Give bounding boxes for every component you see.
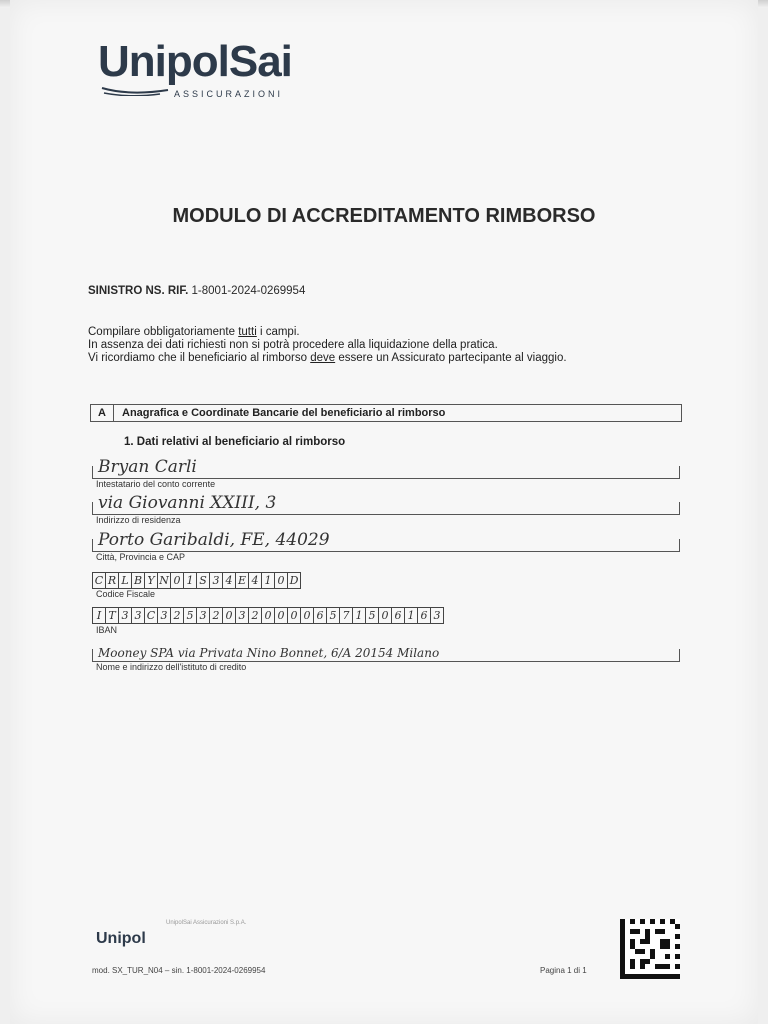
iban-char-box: 0	[222, 607, 235, 624]
tax-code-char-box: N	[157, 572, 170, 589]
section-a-header	[90, 404, 682, 422]
iban-char-box: 0	[274, 607, 287, 624]
document-title: MODULO DI ACCREDITAMENTO RIMBORSO	[172, 205, 596, 227]
tax-code-label: Codice Fiscale	[96, 589, 156, 599]
tax-code-boxes[interactable]	[92, 572, 301, 589]
tax-code-char-box: C	[92, 572, 105, 589]
account-holder-label: Intestatario del conto corrente	[96, 479, 216, 489]
iban-char-box: 1	[352, 607, 365, 624]
iban-char-box: C	[144, 607, 157, 624]
iban-char-box: 6	[417, 607, 430, 624]
company-logo	[98, 37, 292, 99]
iban-char-box: 3	[196, 607, 209, 624]
iban-char-box: 3	[118, 607, 131, 624]
footer-logo: Unipol	[96, 930, 146, 947]
iban-char-box: 0	[287, 607, 300, 624]
iban-char-box: 3	[157, 607, 170, 624]
iban-char-box: 0	[378, 607, 391, 624]
iban-char-box: 6	[313, 607, 326, 624]
iban-char-box: I	[92, 607, 105, 624]
subsection-heading: 1. Dati relativi al beneficiario al rimborso	[124, 436, 346, 448]
city-value: Porto Garibaldi, FE, 44029	[98, 530, 330, 550]
section-letter: A	[91, 405, 114, 421]
instructions	[88, 326, 567, 365]
logo-swoosh-icon	[100, 82, 170, 96]
tax-code-char-box: 1	[261, 572, 274, 589]
bank-field[interactable]	[92, 641, 680, 662]
city-field[interactable]	[92, 531, 680, 552]
iban-char-box: 3	[131, 607, 144, 624]
footer-page-number: Pagina 1 di 1	[540, 966, 587, 975]
iban-char-box: 2	[248, 607, 261, 624]
claim-reference	[88, 285, 305, 297]
footer	[92, 920, 686, 990]
address-label: Indirizzo di residenza	[96, 515, 181, 525]
iban-char-box: 5	[326, 607, 339, 624]
tax-code-char-box: 1	[183, 572, 196, 589]
tax-code-char-box: Y	[144, 572, 157, 589]
tax-code-char-box: 0	[274, 572, 287, 589]
iban-boxes[interactable]	[92, 607, 444, 624]
instruction-text: In assenza dei dati richiesti non si potrà procedere alla liquidazione della pratica.	[88, 339, 498, 351]
datamatrix-code-icon	[620, 918, 680, 980]
iban-char-box: 0	[300, 607, 313, 624]
tax-code-char-box: 4	[248, 572, 261, 589]
tax-code-char-box: 3	[209, 572, 222, 589]
instruction-text: essere un Assicurato partecipante al viaggio.	[335, 352, 567, 364]
instruction-emphasis: tutti	[238, 326, 257, 338]
tax-code-char-box: B	[131, 572, 144, 589]
account-holder-field[interactable]	[92, 458, 680, 479]
tax-code-char-box: R	[105, 572, 118, 589]
footer-module-code: mod. SX_TUR_N04 – sin. 1-8001-2024-0269954	[92, 966, 266, 975]
instruction-emphasis: deve	[310, 352, 336, 364]
iban-char-box: 2	[209, 607, 222, 624]
iban-label: IBAN	[96, 625, 118, 635]
iban-char-box: 5	[183, 607, 196, 624]
iban-char-box: 3	[235, 607, 248, 624]
city-label: Città, Provincia e CAP	[96, 552, 186, 562]
tax-code-char-box: 0	[170, 572, 183, 589]
address-value: via Giovanni XXIII, 3	[98, 493, 277, 513]
iban-char-box: 6	[391, 607, 404, 624]
tax-code-char-box: S	[196, 572, 209, 589]
claim-label: SINISTRO NS. RIF.	[88, 285, 189, 297]
iban-char-box: 7	[339, 607, 352, 624]
claim-number: 1-8001-2024-0269954	[191, 285, 306, 297]
section-title: Anagrafica e Coordinate Bancarie del beneficiario al rimborso	[122, 407, 446, 419]
tax-code-char-box: E	[235, 572, 248, 589]
tax-code-char-box: L	[118, 572, 131, 589]
bank-value: Mooney SPA via Privata Nino Bonnet, 6/A 20154 Milano	[98, 646, 440, 660]
logo-subtitle: ASSICURAZIONI	[174, 89, 284, 99]
logo-text: UnipolSai	[98, 37, 292, 86]
footer-company: UnipolSai Assicurazioni S.p.A.	[166, 920, 247, 926]
iban-char-box: 3	[430, 607, 444, 624]
tax-code-char-box: D	[287, 572, 301, 589]
iban-char-box: 0	[261, 607, 274, 624]
iban-char-box: T	[105, 607, 118, 624]
instruction-text: Vi ricordiamo che il beneficiario al rimborso	[88, 352, 311, 364]
account-holder-value: Bryan Carli	[98, 457, 197, 477]
address-field[interactable]	[92, 494, 680, 515]
instruction-text: Compilare obbligatoriamente	[88, 326, 239, 338]
tax-code-char-box: 4	[222, 572, 235, 589]
footer-legal-text	[166, 920, 596, 927]
bank-label: Nome e indirizzo dell'istituto di credito	[96, 662, 247, 672]
iban-char-box: 2	[170, 607, 183, 624]
instruction-text: i campi.	[256, 326, 300, 338]
iban-char-box: 5	[365, 607, 378, 624]
iban-char-box: 1	[404, 607, 417, 624]
